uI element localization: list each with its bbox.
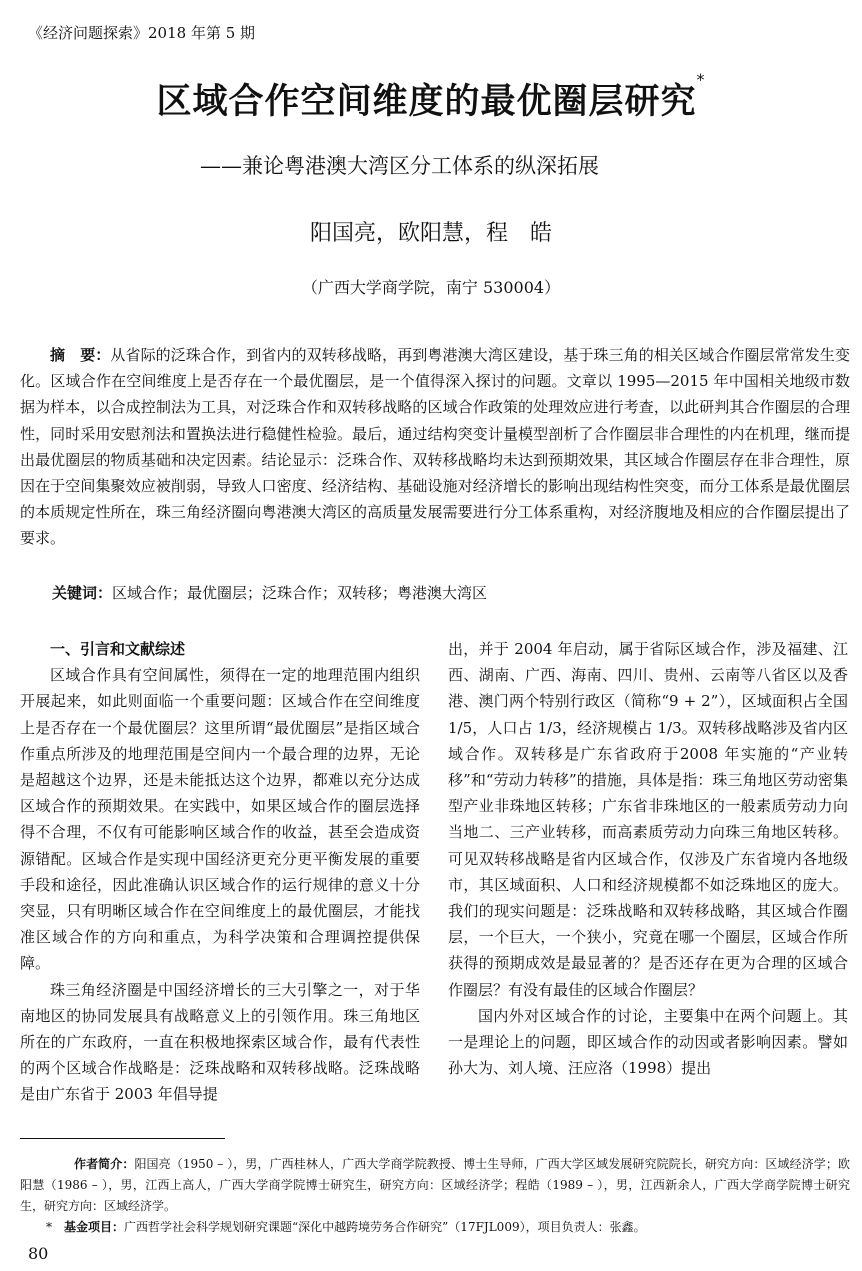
title-footnote-mark: * (696, 70, 706, 89)
funding-label: 基金项目： (64, 1220, 125, 1234)
keywords-text: 区域合作；最优圈层；泛珠合作；双转移；粤港澳大湾区 (112, 584, 488, 602)
footnotes (20, 1154, 850, 1238)
funding-mark: * (46, 1220, 52, 1234)
affiliation: （广西大学商学院，南宁 530004） (301, 278, 561, 297)
funding-text: 广西哲学社会科学规划研究课题“深化中越跨境劳务合作研究”（17FJL009），项目负责人：张鑫。 (124, 1220, 646, 1234)
author-bio-text: 阳国亮（1950 – ），男，广西桂林人，广西大学商学院教授、博士生导师，广西大学区域发展研究院院长，研究方向：区域经济学；欧阳慧（1986 – ），男，江西上高人，广西大学商学院博士研究生，研究方向：区域经济学；程皓（1989 – ），男，江西新余人，广西大学商学院博士研究生，研究方向：区域经济学。 (20, 1157, 850, 1213)
page-number: 80 (28, 1244, 49, 1263)
article-subtitle: ——兼论粤港澳大湾区分工体系的纵深拓展 (200, 154, 599, 178)
author-list: 阳国亮，欧阳慧，程 皓 (309, 221, 552, 246)
footnote-divider (20, 1138, 225, 1139)
article-title (0, 70, 862, 124)
body-paragraph: 出，并于 2004 年启动，属于省际区域合作，涉及福建、江西、湖南、广西、海南、四川、贵州、云南等八省区以及香港、澳门两个特别行政区（简称“9 + 2”），区域面积占全国 1/5，人口占 1/3，经济规模占 1/3。双转移战略涉及省内区域合作。双转移是广东省政府于2008 年实施的“产业转移”和“劳动力转移”的措施，具体是指：珠三角地区劳动密集型产业非珠地区转移；广东省非珠地区的一般素质劳动力向当地二、三产业转移，而高素质劳动力向珠三角地区转移。可见双转移战略是省内区域合作，仅涉及广东省境内各地级市，其区域面积、人口和经济规模都不如泛珠地区的庞大。我们的现实问题是：泛珠战略和双转移战略，其区域合作圈层，一个巨大，一个狭小，究竟在哪一个圈层，区域合作所获得的预期成效是最显著的？是否还存在更为合理的区域合作圈层？有没有最佳的区域合作圈层？ (448, 640, 848, 999)
author-bio-label: 作者简介： (74, 1157, 135, 1171)
funding-note (20, 1217, 850, 1238)
section-heading: 一、引言和文献综述 (50, 640, 186, 658)
abstract (20, 342, 850, 552)
abstract-text: 从省际的泛珠合作，到省内的双转移战略，再到粤港澳大湾区建设，基于珠三角的相关区域合作圈层常常发生变化。区域合作在空间维度上是否存在一个最优圈层，是一个值得深入探讨的问题。文章以 1995—2015 年中国相关地级市数据为样本，以合成控制法为工具，对泛珠合作和双转移战略的区域合作政策的处理效应进行考查，以此研判其合作圈层的合理性，同时采用安慰剂法和置换法进行稳健性检验。最后，通过结构突变计量模型剖析了合作圈层非合理性的内在机理，继而提出最优圈层的物质基础和决定因素。结论显示：泛珠合作、双转移战略均未达到预期效果，其区域合作圈层存在非合理性，原因在于空间集聚效应被削弱，导致人口密度、经济结构、基础设施对经济增长的影响出现结构性突变，而分工体系是最优圈层的本质规定性所在，珠三角经济圈向粤港澳大湾区的高质量发展需要进行分工体系重构，对经济腹地及相应的合作圈层提出了要求。 (20, 346, 850, 548)
journal-header: 《经济问题探索》2018 年第 5 期 (28, 24, 256, 42)
body-paragraph: 国内外对区域合作的讨论，主要集中在两个问题上。其一是理论上的问题，即区域合作的动因或者影响因素。譬如孙大为、刘人境、汪应洛（1998）提出 (448, 1006, 848, 1078)
author-bio (20, 1154, 850, 1217)
body-paragraph: 珠三角经济圈是中国经济增长的三大引擎之一，对于华南地区的协同发展具有战略意义上的引领作用。珠三角地区所在的广东政府，一直在积极地探索区域合作，最有代表性的两个区域合作战略是：泛珠战略和双转移战略。泛珠战略是由广东省于 2003 年倡导提 (20, 980, 420, 1104)
keywords (52, 582, 487, 603)
body-column-left (20, 636, 420, 1108)
body-column-right (448, 636, 848, 1081)
body-paragraph: 区域合作具有空间属性，须得在一定的地理范围内组织开展起来，如此则面临一个重要问题：区域合作在空间维度上是否存在一个最优圈层？这里所谓“最优圈层”是指区域合作重点所涉及的地理范围是空间内一个最合理的边界，无论是超越这个边界，还是未能抵达这个边界，都难以充分达成区域合作的预期效果。在实践中，如果区域合作的圈层选择得不合理，不仅有可能影响区域合作的收益，甚至会造成资源错配。区域合作是实现中国经济更充分更平衡发展的重要手段和途径，因此准确认识区域合作的运行规律的意义十分突显，只有明晰区域合作在空间维度上的最优圈层，才能找准区域合作的方向和重点，为科学决策和合理调控提供保障。 (20, 666, 420, 973)
title-text: 区域合作空间维度的最优圈层研究 (156, 82, 697, 122)
keywords-label: 关键词： (52, 584, 113, 602)
abstract-label: 摘 要： (50, 346, 111, 364)
